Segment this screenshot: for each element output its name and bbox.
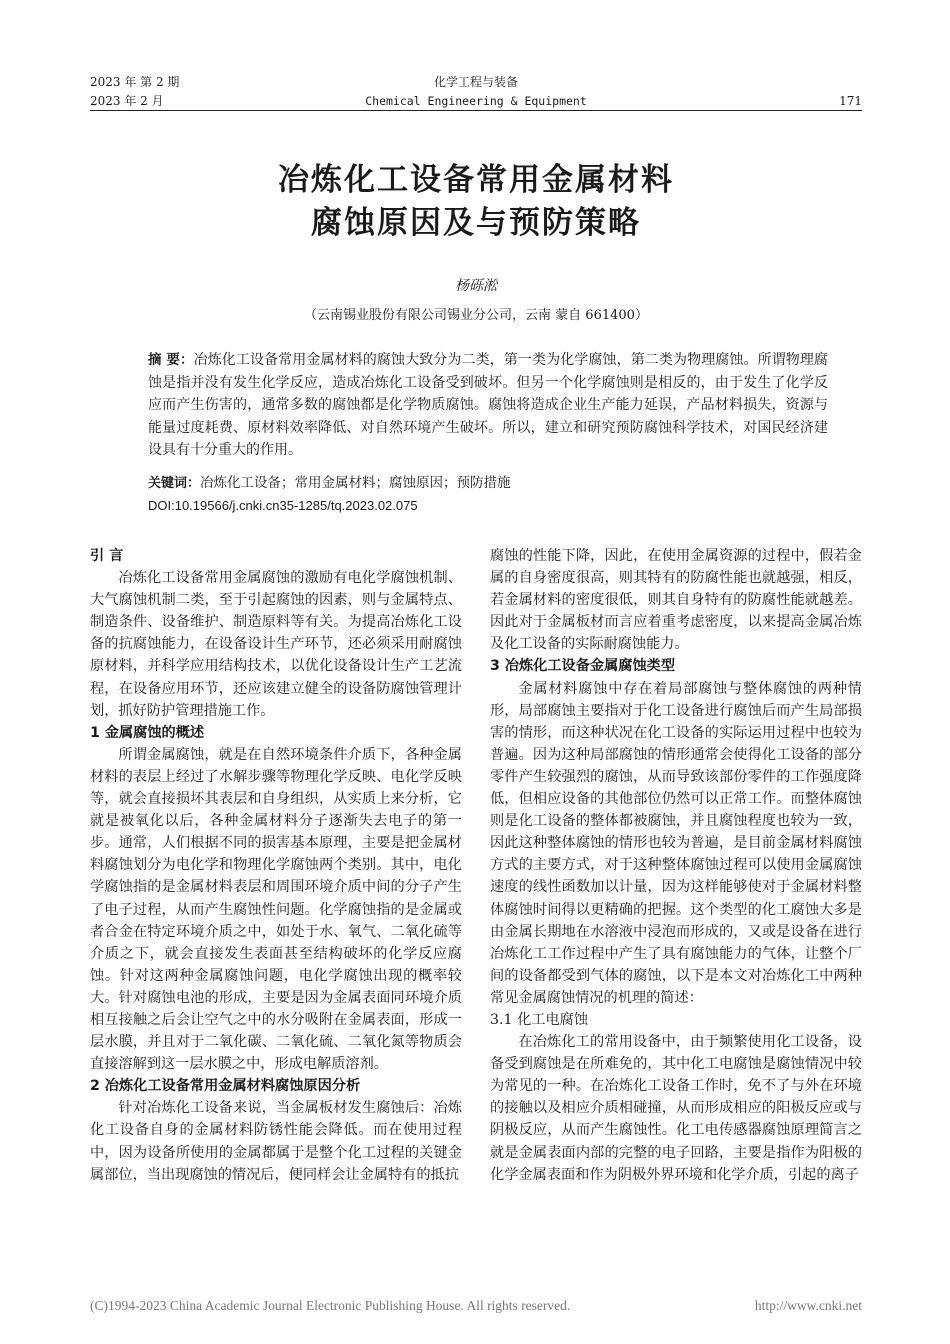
title-line-1: 冶炼化工设备常用金属材料	[278, 162, 674, 198]
cnki-url: http://www.cnki.net	[754, 1298, 862, 1313]
paragraph-continued: 腐蚀的性能下降，因此，在使用金属资源的过程中，假若金属的自身密度很高，则其特有的防腐性能也就越强，相反，若金属材料的密度很低，则其自身特有的防腐性能就越差。因此对于金属板材而言应着重考虑密度，以来提高金属冶炼及化工设备的实际耐腐蚀能力。	[490, 548, 862, 653]
author: 杨砾淞	[455, 278, 497, 294]
body-left-column	[90, 545, 462, 1186]
abstract-label: 摘 要：	[148, 352, 194, 368]
keywords	[148, 473, 828, 494]
journal-issue: 2023 年 第 2 期	[90, 75, 180, 89]
affiliation: （云南锡业股份有限公司锡业分公司，云南 蒙自 661400）	[304, 308, 648, 323]
section-heading-1: 1 金属腐蚀的概述	[90, 724, 205, 741]
paragraph: 在冶炼化工的常用设备中，由于频繁使用化工设备，设备受到腐蚀是在所难免的，其中化工电腐蚀是腐蚀情况中较为常见的一种。在冶炼化工设备工作时，免不了与外在环境的接触以及相应介质相碰撞，从而形成相应的阳极反应或与阴极反应，从而产生腐蚀性。化工电传感器腐蚀原理简言之就是金属表面内部的完整的电子回路，主要是指作为阳极的化学金属表面和作为阴极外界环境和化学介质，引起的离子	[490, 1034, 862, 1183]
page-number: 171	[839, 94, 862, 108]
title-line-2: 腐蚀原因及与预防策略	[311, 205, 641, 241]
keywords-text: 冶炼化工设备；常用金属材料；腐蚀原因；预防措施	[200, 475, 511, 491]
paragraph: 冶炼化工设备常用金属腐蚀的激励有电化学腐蚀机制、大气腐蚀机制二类，至于引起腐蚀的因素，则与金属特点、制造条件、设备维护、制造原料等有关。为提高冶炼化工设备的抗腐蚀能力，在设备设计生产环节，还必须采用耐腐蚀原材料，并科学应用结构技术，以优化设备设计生产工艺流程，在设备应用环节，还应该建立健全的设备防腐蚀管理计划，抓好防护管理措施工作。	[90, 570, 462, 719]
paragraph: 针对冶炼化工设备来说，当金属板材发生腐蚀后：冶炼化工设备自身的金属材料防锈性能会降低。而在使用过程中，因为设备所使用的金属都属于是整个化工过程的关键金属部位，当出现腐蚀的情况后，便同样会让金属特有的抵抗	[90, 1100, 462, 1183]
journal-name-cn: 化学工程与装备	[433, 75, 518, 89]
section-heading-3: 3 冶炼化工设备金属腐蚀类型	[490, 658, 676, 675]
doi: DOI:10.19566/j.cnki.cn35-1285/tq.2023.02.075	[148, 498, 418, 513]
copyright-notice: (C)1994-2023 China Academic Journal Electronic Publishing House. All rights reserved.	[90, 1298, 571, 1313]
keywords-label: 关键词：	[148, 476, 201, 491]
subsection-heading-3-1: 3.1 化工电腐蚀	[490, 1011, 589, 1028]
body-right-column	[490, 545, 862, 1186]
paragraph: 所谓金属腐蚀，就是在自然环境条件介质下，各种金属材料的表层上经过了水解步骤等物理化学反映、电化学反映等，就会直接损坏其表层和自身组织，从实质上来分析，它就是被氧化以后，各种金属材料分子逐渐失去电子的第一步。通常，人们根据不同的损害基本原理，主要是把金属材料腐蚀划分为电化学和物理化学腐蚀两个类别。其中，电化学腐蚀指的是金属材料表层和周围环境介质中间的分子产生了电子过程，从而产生腐蚀性问题。化学腐蚀指的是金属或者合金在特定环境介质之中，如处于水、氧气、二氧化硫等介质之下，就会直接发生表面甚至结构破坏的化学反应腐蚀。针对这两种金属腐蚀问题，电化学腐蚀出现的概率较大。针对腐蚀电池的形成，主要是因为金属表面同环境介质相互接触之后会让空气之中的水分吸附在金属表面，形成一层水膜，并且对于二氧化碳、二氧化硫、二氧化氮等物质会直接溶解到这一层水膜之中，形成电解质溶剂。	[90, 746, 462, 1073]
abstract-text: 冶炼化工设备常用金属材料的腐蚀大致分为二类，第一类为化学腐蚀，第二类为物理腐蚀。所谓物理腐蚀是指并没有发生化学反应，造成冶炼化工设备受到破坏。但另一个化学腐蚀则是相反的，由于发生了化学反应而产生伤害的，通常多数的腐蚀都是化学物质腐蚀。腐蚀将造成企业生产能力延误，产品材料损失，资源与能量过度耗费、原材料效率降低、对自然环境产生破坏。所以，建立和研究预防腐蚀科学技术，对国民经济建设具有十分重大的作用。	[148, 352, 829, 458]
paragraph: 金属材料腐蚀中存在着局部腐蚀与整体腐蚀的两种情形，局部腐蚀主要指对于化工设备进行腐蚀后而产生局部损害的情形，而这种状况在化工设备的实际运用过程中也较为普遍。因为这种局部腐蚀的情形通常会使得化工设备的部分零件产生较强烈的腐蚀，从而导致该部份零件的工作强度降低，但相应设备的其他部位仍然可以正常工作。而整体腐蚀则是化工设备的整体都被腐蚀，并且腐蚀程度也较为一致，因此这种整体腐蚀的情形也较为普遍，是目前金属材料腐蚀方式的主要方式，对于这种整体腐蚀过程可以使用金属腐蚀速度的线性函数加以计量，因为这样能够使对于金属材料整体腐蚀时间得以更精确的把握。这个类型的化工腐蚀大多是由金属长期地在水溶液中浸泡而形成的，又或是设备在进行冶炼化工工作过程中产生了具有腐蚀能力的气体，让整个厂间的设备都受到气体的腐蚀，以下是本文对冶炼化工中两种常见金属腐蚀情况的机理的简述：	[490, 680, 862, 1006]
section-heading-2: 2 冶炼化工设备常用金属材料腐蚀原因分析	[90, 1078, 361, 1095]
journal-date: 2023 年 2 月	[90, 94, 164, 108]
header-rule	[90, 110, 862, 111]
footer	[90, 1298, 862, 1314]
journal-name-en: Chemical Engineering & Equipment	[365, 94, 587, 108]
abstract	[148, 349, 828, 462]
section-heading-intro: 引 言	[90, 548, 124, 564]
